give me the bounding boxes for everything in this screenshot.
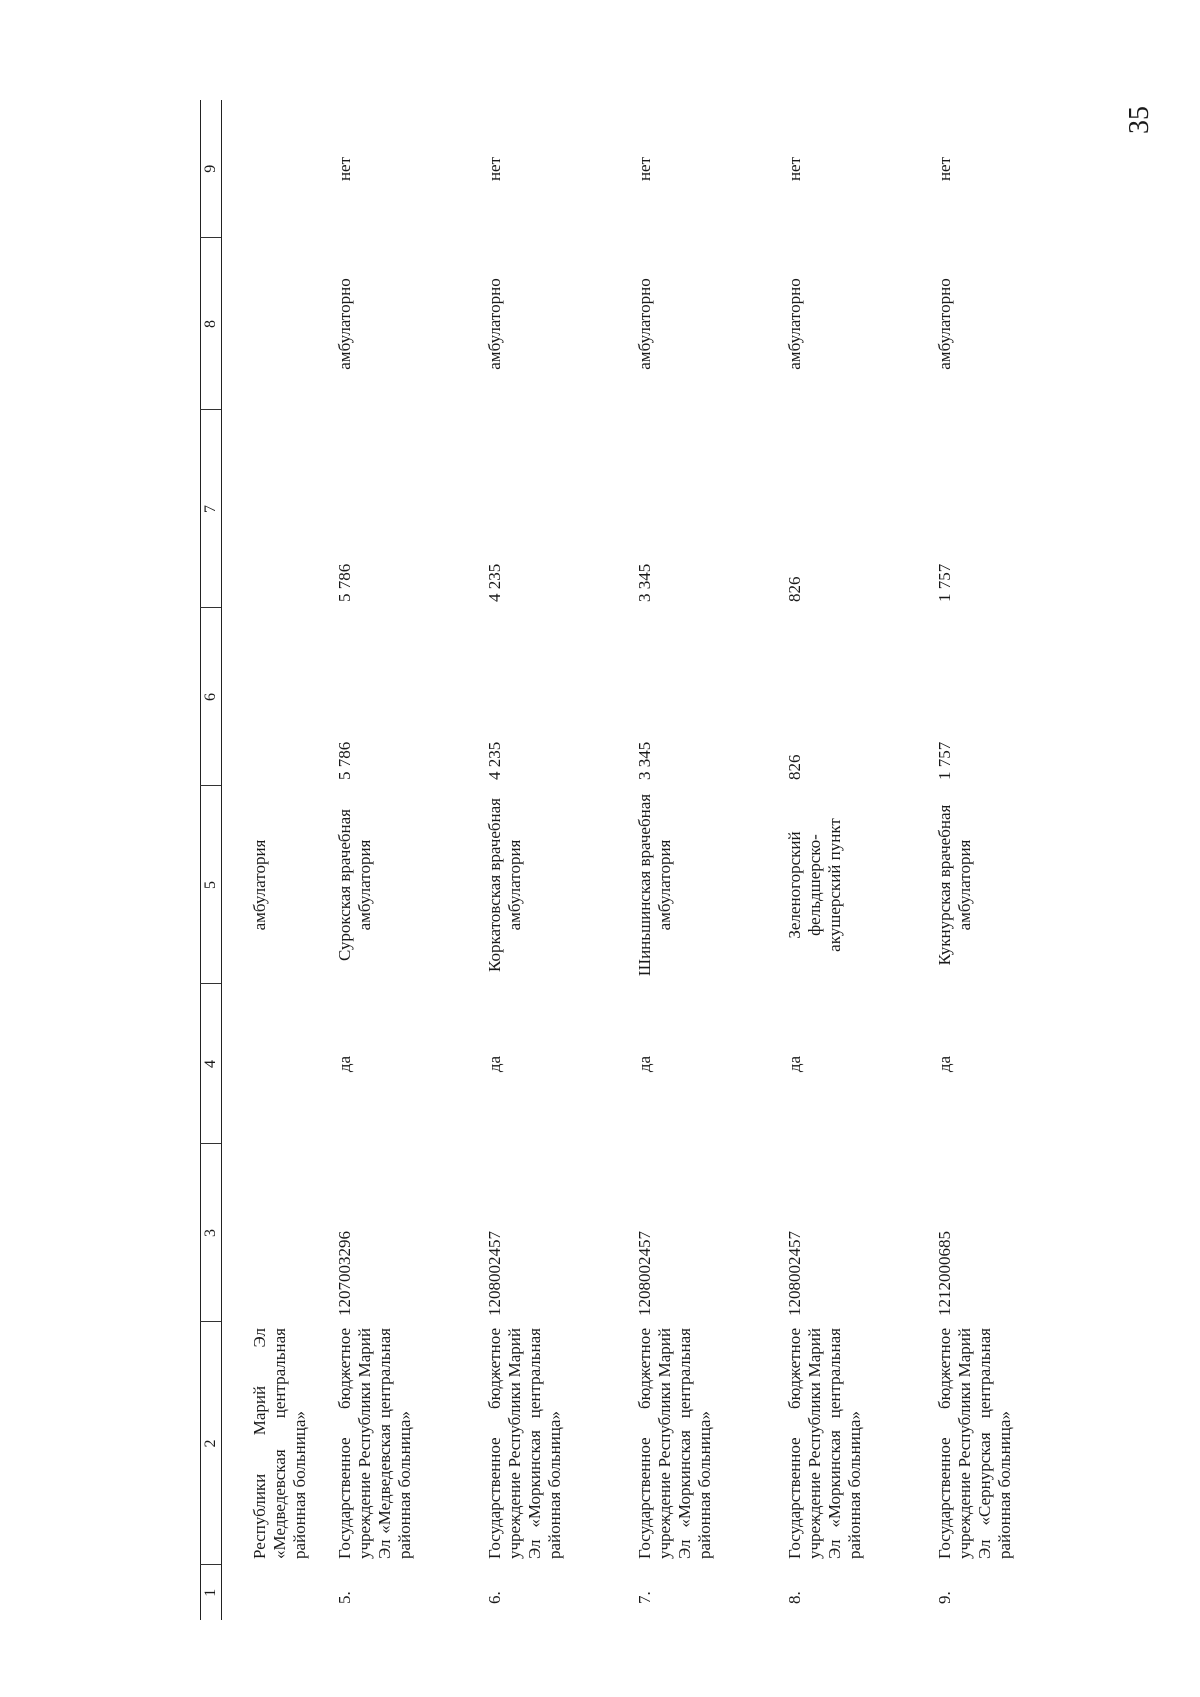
cell-value-7: 4 235 — [484, 563, 504, 602]
cell-inn: 1207003296 — [334, 1231, 354, 1316]
cell-mode: амбулаторно — [334, 278, 354, 370]
column-number: 3 — [201, 1144, 222, 1322]
column-number: 1 — [201, 1565, 222, 1620]
cell-facility: Шиньшинская врачебная амбулатория — [634, 793, 674, 977]
table-row — [617, 100, 767, 1620]
continuation-row — [222, 100, 317, 1620]
cell-organization: Государственное бюджетное учреждение Республики Марий Эл «Моркинская центральная районная больница» — [784, 1328, 864, 1559]
cell-facility: амбулатория — [250, 839, 269, 931]
column-number: 7 — [201, 410, 222, 608]
cell-value-9: нет — [634, 156, 654, 182]
cell-facility: Зеленогорский фельдшерско-акушерский пункт — [784, 818, 844, 952]
cell-value-9: нет — [784, 156, 804, 182]
cell-flag — [222, 984, 317, 1144]
table-row — [317, 100, 467, 1620]
cell-num: 5. — [334, 1591, 354, 1604]
cell-value-6: 5 786 — [334, 741, 354, 780]
cell-value-6: 4 235 — [484, 741, 504, 780]
cell-inn: 1208002457 — [784, 1231, 804, 1316]
cell-value-9: нет — [484, 156, 504, 182]
rotated-table-container — [200, 100, 1014, 1620]
cell-value-7: 1 757 — [934, 563, 954, 602]
cell-value-6: 1 757 — [934, 741, 954, 780]
cell-num: 7. — [634, 1591, 654, 1604]
cell-organization: Государственное бюджетное учреждение Республики Марий Эл «Моркинская центральная районная больница» — [634, 1328, 714, 1559]
cell-organization: Государственное бюджетное учреждение Республики Марий Эл «Сернурская центральная районная больница» — [934, 1328, 1014, 1559]
cell-organization: Государственное бюджетное учреждение Республики Марий Эл «Медведевская центральная районная больница» — [334, 1328, 414, 1559]
column-number: 6 — [201, 608, 222, 786]
cell-facility: Кукнурская врачебная амбулатория — [934, 804, 974, 966]
column-number-row — [201, 100, 222, 1620]
cell-value-6: 3 345 — [634, 741, 654, 780]
cell-inn — [222, 1144, 317, 1322]
cell-facility: Коркатовская врачебная амбулатория — [484, 798, 524, 972]
cell-flag: да — [484, 1055, 504, 1073]
cell-value-7 — [222, 410, 317, 608]
cell-value-6 — [222, 608, 317, 786]
cell-num: 9. — [934, 1591, 954, 1604]
cell-flag: да — [934, 1055, 954, 1073]
cell-num — [222, 1565, 317, 1620]
table-row — [767, 100, 917, 1620]
cell-value-7: 3 345 — [634, 563, 654, 602]
column-number: 4 — [201, 984, 222, 1144]
cell-inn: 1208002457 — [484, 1231, 504, 1316]
cell-value-9: нет — [934, 156, 954, 182]
table-row — [467, 100, 617, 1620]
cell-value-9 — [222, 100, 317, 238]
facilities-table — [200, 100, 1067, 1620]
column-number: 5 — [201, 786, 222, 984]
cell-organization: Государственное бюджетное учреждение Республики Марий Эл «Моркинская центральная районная больница» — [484, 1328, 564, 1559]
cell-value-9: нет — [334, 156, 354, 182]
cell-flag: да — [634, 1055, 654, 1073]
cell-mode: амбулаторно — [484, 278, 504, 370]
column-number: 8 — [201, 238, 222, 410]
cell-num: 6. — [484, 1591, 504, 1604]
cell-mode — [222, 238, 317, 410]
table-row — [917, 100, 1067, 1620]
cell-mode: амбулаторно — [784, 278, 804, 370]
cell-flag: да — [784, 1055, 804, 1073]
cell-facility: Сурокская врачебная амбулатория — [334, 809, 374, 962]
cell-inn: 1212000685 — [934, 1231, 954, 1316]
column-number: 2 — [201, 1322, 222, 1565]
cell-mode: амбулаторно — [634, 278, 654, 370]
cell-value-6: 826 — [784, 754, 804, 780]
cell-mode: амбулаторно — [934, 278, 954, 370]
cell-organization: Республики Марий Эл «Медведевская центральная районная больница» — [250, 1328, 309, 1559]
cell-num: 8. — [784, 1591, 804, 1604]
cell-value-7: 826 — [784, 576, 804, 602]
column-number: 9 — [201, 100, 222, 238]
cell-inn: 1208002457 — [634, 1231, 654, 1316]
cell-value-7: 5 786 — [334, 563, 354, 602]
cell-flag: да — [334, 1055, 354, 1073]
page-number: 35 — [1124, 106, 1155, 134]
